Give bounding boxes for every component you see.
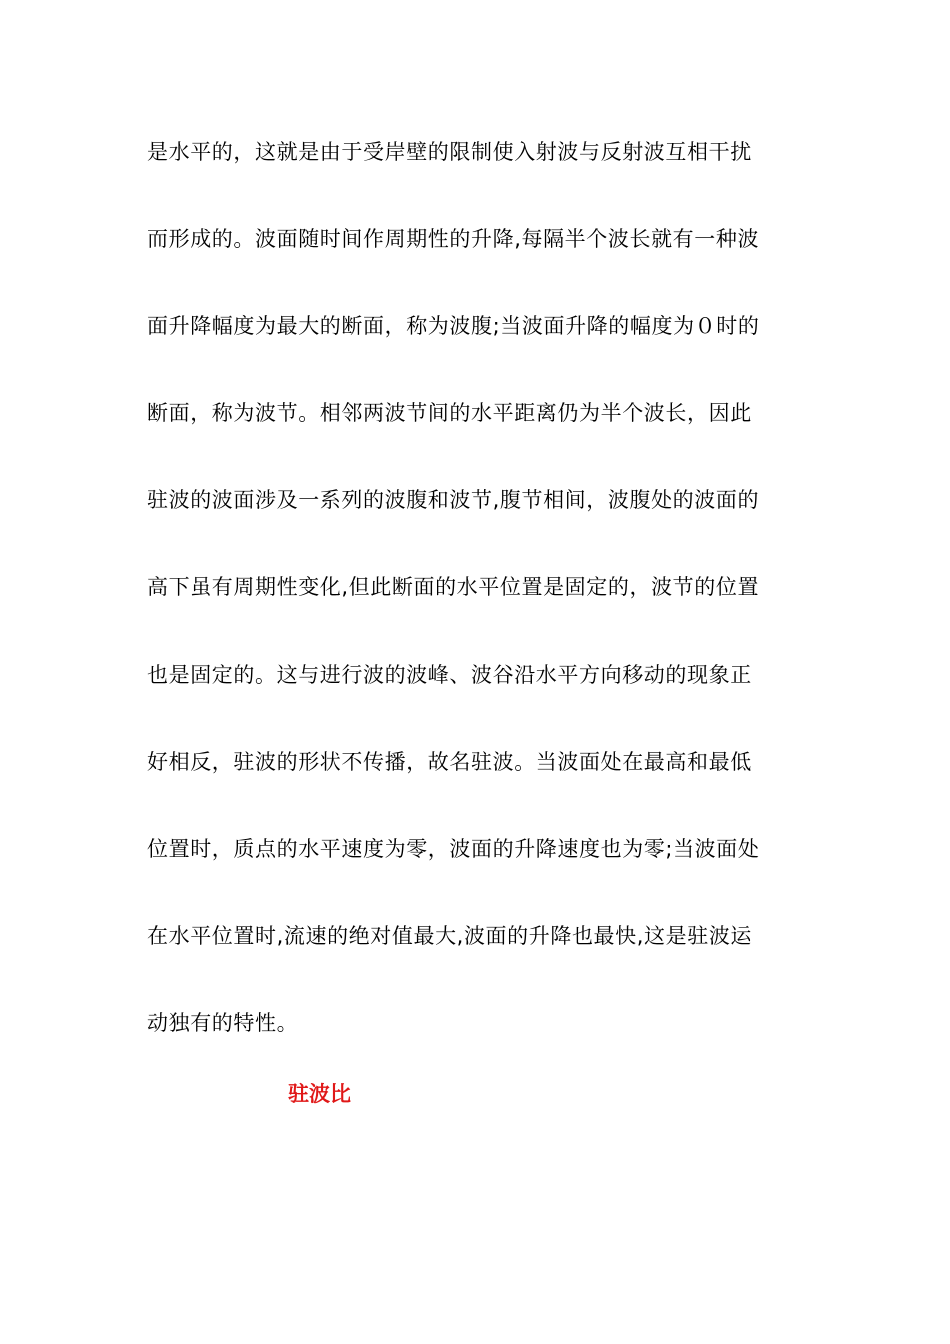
paragraph-line: 是水平的，这就是由于受岸壁的限制使入射波与反射波互相干扰 xyxy=(147,140,752,164)
paragraph-line: 而形成的。波面随时间作周期性的升降,每隔半个波长就有一种波 xyxy=(147,227,760,252)
paragraph-line: 驻波的波面涉及一系列的波腹和波节,腹节相间，波腹处的波面的 xyxy=(147,488,760,513)
body-paragraph xyxy=(147,130,807,1088)
paragraph-line: 断面，称为波节。相邻两波节间的水平距离仍为半个波长，因此 xyxy=(147,401,752,426)
paragraph-line: 位置时，质点的水平速度为零，波面的升降速度也为零;当波面处 xyxy=(147,836,760,861)
paragraph-line: 面升降幅度为最大的断面，称为波腹;当波面升降的幅度为０时的 xyxy=(147,314,760,339)
paragraph-line: 也是固定的。这与进行波的波峰、波谷沿水平方向移动的现象正 xyxy=(147,662,752,687)
paragraph-line: 好相反，驻波的形状不传播，故名驻波。当波面处在最高和最低 xyxy=(147,749,752,774)
paragraph-line: 动独有的特性。 xyxy=(147,1010,299,1035)
paragraph-line: 高下虽有周期性变化,但此断面的水平位置是固定的，波节的位置 xyxy=(147,575,760,600)
section-heading: 驻波比 xyxy=(288,1082,351,1106)
paragraph-line: 在水平位置时,流速的绝对值最大,波面的升降也最快,这是驻波运 xyxy=(147,923,753,948)
